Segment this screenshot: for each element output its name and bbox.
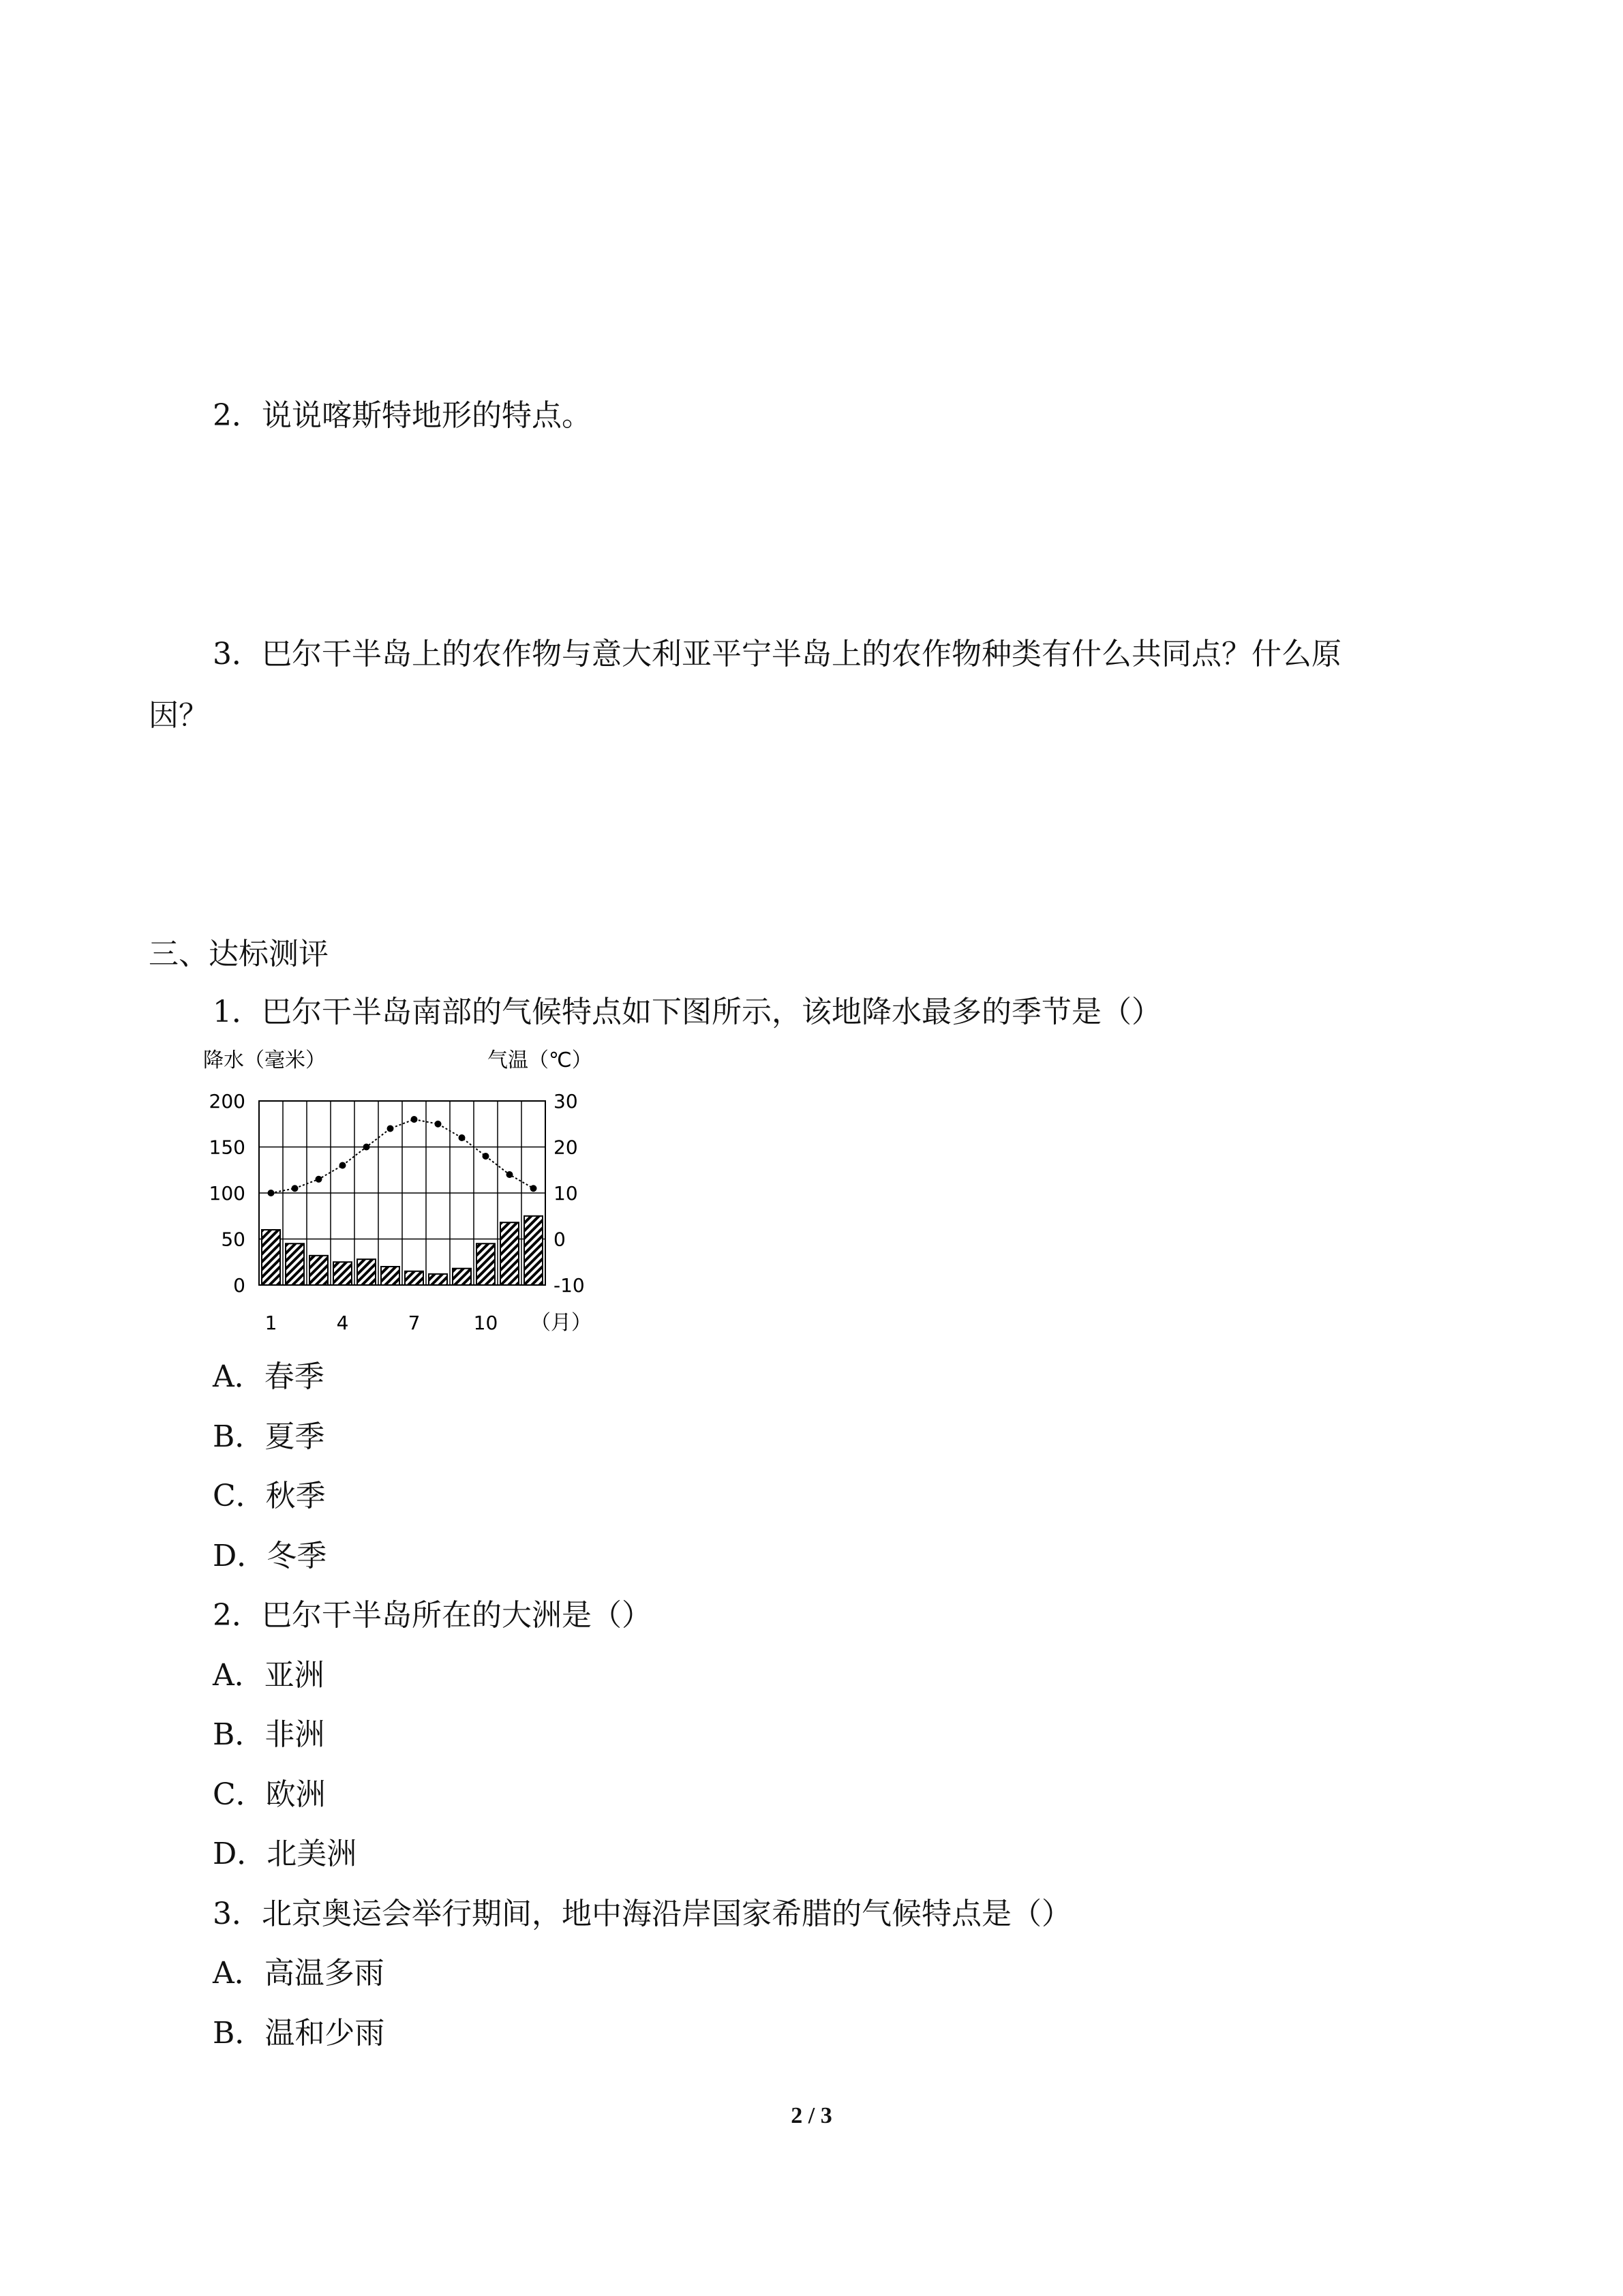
page-number: 2 / 3 — [791, 2103, 832, 2128]
x-tick-label: 7 — [408, 1312, 421, 1334]
q3-option-a: A．高温多雨 — [213, 1956, 384, 1991]
temp-point — [459, 1134, 466, 1141]
right-tick-label: 30 — [553, 1090, 578, 1113]
q2-option-c: C．欧洲 — [213, 1777, 326, 1812]
temp-point — [292, 1185, 299, 1192]
temp-point — [339, 1162, 346, 1169]
x-tick-label: 10 — [473, 1312, 498, 1334]
left-tick-label: 100 — [209, 1182, 245, 1205]
x-axis-label: （月） — [530, 1311, 592, 1335]
precip-bar — [453, 1269, 471, 1285]
left-tick-label: 200 — [209, 1090, 245, 1113]
precip-bar — [524, 1216, 543, 1285]
temp-point — [530, 1185, 537, 1192]
x-tick-label: 1 — [264, 1312, 277, 1334]
question-3-line2: 因？ — [149, 698, 209, 733]
precip-bar — [476, 1243, 495, 1285]
precip-bar — [381, 1267, 399, 1285]
q2-option-a: A．亚洲 — [213, 1658, 324, 1693]
test-question-3: 3．北京奥运会举行期间，地中海沿岸国家希腊的气候特点是（） — [213, 1897, 1072, 1931]
left-tick-label: 0 — [233, 1274, 245, 1297]
left-tick-label: 50 — [221, 1228, 245, 1251]
right-tick-label: -10 — [553, 1274, 585, 1297]
temp-point — [268, 1190, 275, 1196]
precip-bar — [500, 1222, 519, 1285]
precip-bar — [333, 1262, 352, 1285]
test-question-1: 1．巴尔干半岛南部的气候特点如下图所示，该地降水最多的季节是（） — [213, 995, 1162, 1029]
temp-point — [411, 1116, 418, 1123]
right-tick-label: 20 — [553, 1136, 578, 1159]
q2-option-b: B．非洲 — [213, 1717, 325, 1752]
left-axis-label: 降水（毫米） — [203, 1048, 326, 1072]
temp-point — [506, 1171, 513, 1178]
q1-option-a: A．春季 — [213, 1359, 324, 1394]
precip-bar — [405, 1271, 423, 1285]
temp-point — [387, 1126, 394, 1132]
q1-option-c: C．秋季 — [213, 1479, 326, 1513]
temp-point — [363, 1144, 370, 1151]
precip-bar — [262, 1230, 280, 1285]
left-tick-label: 150 — [209, 1136, 245, 1159]
right-axis-label: 气温（℃） — [487, 1048, 592, 1072]
climate-chart — [198, 1046, 607, 1340]
right-tick-label: 10 — [553, 1182, 578, 1205]
temp-point — [435, 1121, 442, 1128]
temp-point — [316, 1176, 322, 1183]
question-2: 2．说说喀斯特地形的特点。 — [213, 398, 592, 433]
x-tick-label: 4 — [336, 1312, 349, 1334]
test-question-2: 2．巴尔干半岛所在的大洲是（） — [213, 1598, 652, 1633]
precip-bar — [357, 1259, 376, 1285]
q2-option-d: D．北美洲 — [213, 1837, 357, 1871]
precip-bar — [286, 1243, 304, 1285]
precip-bar — [309, 1256, 328, 1285]
q3-option-b: B．温和少雨 — [213, 2016, 385, 2051]
precip-bar — [429, 1274, 447, 1285]
q1-option-b: B．夏季 — [213, 1419, 325, 1454]
right-tick-label: 0 — [553, 1228, 566, 1251]
question-3-line1: 3．巴尔干半岛上的农作物与意大利亚平宁半岛上的农作物种类有什么共同点？什么原 — [213, 637, 1341, 671]
section-heading: 三、达标测评 — [149, 937, 329, 971]
q1-option-d: D．冬季 — [213, 1539, 327, 1573]
temp-point — [483, 1153, 489, 1160]
